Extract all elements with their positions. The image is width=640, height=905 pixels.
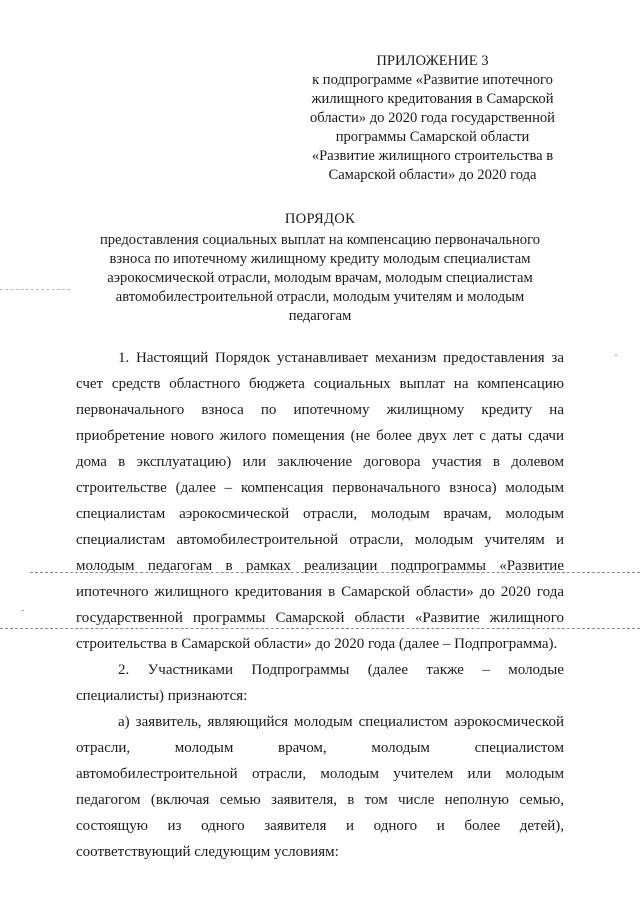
scan-speck: [22, 610, 24, 611]
appendix-header: [300, 52, 565, 185]
paragraph-1-line: первоначального взноса по ипотечному жилищному кредиту на: [76, 402, 564, 418]
scan-artifact-line: [0, 628, 640, 629]
paragraph-1-line: дома в эксплуатацию) или заключение договора участия в долевом: [76, 454, 564, 470]
paragraph-1-line: счет средств областного бюджета социальных выплат на компенсацию: [76, 376, 564, 392]
paragraph-1-line: строительства в Самарской области» до 2020 года (далее – Подпрограмма).: [76, 636, 558, 652]
appendix-line: к подпрограмме «Развитие ипотечного: [312, 72, 553, 88]
paragraph-2-line: 2. Участниками Подпрограммы (далее также – молодые: [118, 662, 564, 678]
appendix-line: «Развитие жилищного строительства в: [311, 148, 554, 164]
scan-speck: [615, 355, 617, 356]
appendix-line: жилищного кредитования в Самарской: [311, 91, 554, 107]
paragraph-2-line: специалисты) признаются:: [76, 688, 248, 704]
paragraph-1-line: 1. Настоящий Порядок устанавливает механизм предоставления за: [118, 350, 564, 366]
paragraph-2a-line: автомобилестроительной отрасли, молодым учителем или молодым: [76, 766, 564, 782]
paragraph-2a-line: состоящую из одного заявителя и одного и более детей),: [76, 818, 564, 834]
appendix-line: ПРИЛОЖЕНИЕ 3: [376, 53, 489, 69]
paragraph-1-line: специалистам автомобилестроительной отрасли, молодым учителям и: [76, 532, 564, 548]
document-body: [76, 345, 564, 865]
subtitle-line: автомобилестроительной отрасли, молодым учителям и молодым: [115, 289, 525, 305]
paragraph-2a-line: отрасли, молодым врачом, молодым специалистом: [76, 740, 564, 756]
subtitle-line: взноса по ипотечному жилищному кредиту молодым специалистам: [109, 251, 531, 267]
scan-artifact-line: [30, 572, 640, 573]
paragraph-1-line: специалистам аэрокосмической отрасли, молодым врачам, молодым: [76, 506, 564, 522]
paragraph-1-line: молодым педагогам в рамках реализации подпрограммы «Развитие: [76, 558, 564, 574]
appendix-line: Самарской области» до 2020 года: [328, 167, 537, 183]
paragraph-2a-line: педагогом (включая семью заявителя, в том числе неполную семью,: [76, 792, 564, 808]
paragraph-1-line: ипотечного жилищного кредитования в Самарской области» до 2020 года: [76, 584, 564, 600]
paragraph-1-line: строительстве (далее – компенсация первоначального взноса) молодым: [76, 480, 564, 496]
subtitle-line: предоставления социальных выплат на компенсацию первоначального: [99, 232, 541, 248]
subtitle-line: педагогам: [288, 308, 352, 324]
subtitle-line: аэрокосмической отрасли, молодым врачам, молодым специалистам: [107, 270, 533, 286]
appendix-line: программы Самарской области: [335, 129, 530, 145]
scan-artifact-line: [0, 289, 70, 290]
appendix-line: области» до 2020 года государственной: [310, 110, 555, 126]
paragraph-1-line: государственной программы Самарской области «Развитие жилищного: [76, 610, 564, 626]
paragraph-2a-line: соответствующий следующим условиям:: [76, 844, 339, 860]
document-title-block: [70, 210, 570, 326]
paragraph-1-line: приобретение нового жилого помещения (не более двух лет с даты сдачи: [76, 428, 564, 444]
document-title: ПОРЯДОК: [284, 211, 356, 227]
paragraph-2a-line: а) заявитель, являющийся молодым специалистом аэрокосмической: [118, 714, 564, 730]
